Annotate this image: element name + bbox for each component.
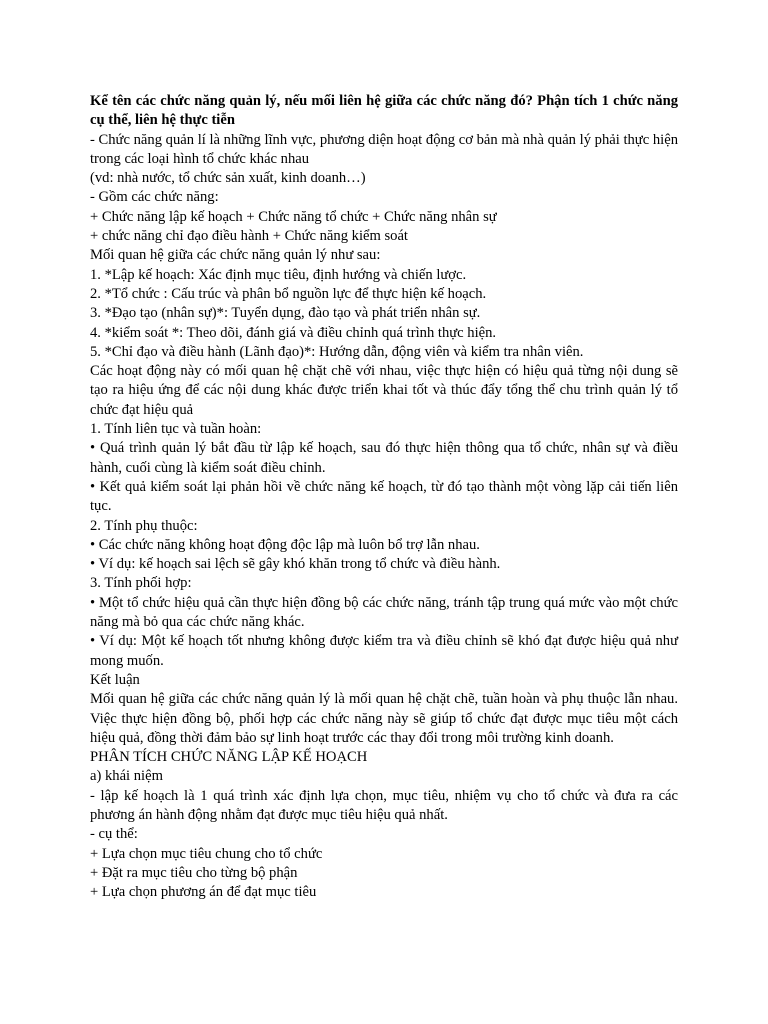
paragraph-12: Các hoạt động này có mối quan hệ chặt chẽ với nhau, việc thực hiện có hiệu quả từng nội dung sẽ tạo ra hiệu ứng để các nội dung khác được triển khai tốt và thúc đẩy tổng thể chu trình quản lý tổ chức đạt hiệu quả: [90, 363, 678, 418]
paragraph-20: • Một tổ chức hiệu quả cần thực hiện đồng bộ các chức năng, tránh tập trung quá mức vào một chức năng mà bỏ qua các chức năng khác.: [90, 594, 678, 631]
paragraph-25: a) khái niệm: [90, 768, 163, 785]
paragraph-22: Kết luận: [90, 671, 140, 688]
paragraph-3: - Gồm các chức năng:: [90, 189, 219, 206]
paragraph-19: 3. Tính phối hợp:: [90, 575, 192, 592]
paragraph-21: • Ví dụ: Một kế hoạch tốt nhưng không được kiểm tra và điều chỉnh sẽ khó đạt được hiệu quả như mong muốn.: [90, 633, 678, 669]
paragraph-7: 1. *Lập kế hoạch: Xác định mục tiêu, định hướng và chiến lược.: [90, 266, 467, 283]
paragraph-8: 2. *Tổ chức : Cấu trúc và phân bổ nguồn lực để thực hiện kế hoạch.: [90, 285, 487, 302]
paragraph-15: • Kết quả kiểm soát lại phản hồi về chức năng kế hoạch, từ đó tạo thành một vòng lặp cải tiến liên tục.: [90, 478, 678, 515]
paragraph-14: • Quá trình quản lý bắt đầu từ lập kế hoạch, sau đó thực hiện thông qua tổ chức, nhân sự và điều hành, cuối cùng là kiểm soát điều chỉnh.: [90, 440, 678, 476]
paragraph-9: 3. *Đạo tạo (nhân sự)*: Tuyển dụng, đào tạo và phát triển nhân sự.: [90, 305, 481, 322]
paragraph-13: 1. Tính liên tục và tuần hoàn:: [90, 421, 262, 438]
paragraph-27: - cụ thể:: [90, 826, 138, 843]
paragraph-11: 5. *Chỉ đạo và điều hành (Lãnh đạo)*: Hướng dẫn, động viên và kiểm tra nhân viên.: [90, 343, 584, 360]
paragraph-1: - Chức năng quản lí là những lĩnh vực, phương diện hoạt động cơ bản mà nhà quản lý phải thực hiện trong các loại hình tổ chức khác nhau: [90, 131, 678, 167]
paragraph-5: + chức năng chỉ đạo điều hành + Chức năng kiểm soát: [90, 228, 408, 245]
paragraph-26: - lập kế hoạch là 1 quá trình xác định lựa chọn, mục tiêu, nhiệm vụ cho tổ chức và đưa ra các phương án hành động nhằm đạt được mục tiêu hiệu quả nhất.: [90, 787, 678, 823]
document-page: [90, 92, 678, 902]
paragraph-4: + Chức năng lập kế hoạch + Chức năng tổ chức + Chức năng nhân sự: [90, 208, 497, 225]
paragraph-29: + Đặt ra mục tiêu cho từng bộ phận: [90, 864, 298, 881]
paragraph-28: + Lựa chọn mục tiêu chung cho tổ chức: [90, 845, 323, 862]
paragraph-10: 4. *kiểm soát *: Theo dõi, đánh giá và điều chỉnh quá trình thực hiện.: [90, 324, 497, 341]
document-title: Kể tên các chức năng quản lý, nếu mối liên hệ giữa các chức năng đó? Phận tích 1 chức năng cụ thể, liên hệ thực tiễn: [90, 93, 678, 129]
paragraph-18: • Ví dụ: kế hoạch sai lệch sẽ gây khó khăn trong tổ chức và điều hành.: [90, 556, 501, 573]
paragraph-16: 2. Tính phụ thuộc:: [90, 517, 198, 534]
paragraph-24: PHÂN TÍCH CHỨC NĂNG LẬP KẾ HOẠCH: [90, 749, 368, 766]
paragraph-17: • Các chức năng không hoạt động độc lập mà luôn bổ trợ lẫn nhau.: [90, 536, 480, 553]
paragraph-23: Mối quan hệ giữa các chức năng quản lý là mối quan hệ chặt chẽ, tuần hoàn và phụ thuộc lẫn nhau. Việc thực hiện đồng bộ, phối hợp các chức năng này sẽ giúp tổ chức đạt được mục tiêu một cách hiệu quả, đồng thời đảm bảo sự linh hoạt trước các thay đổi trong môi trường kinh doanh.: [90, 691, 678, 746]
paragraph-30: + Lựa chọn phương án để đạt mục tiêu: [90, 884, 317, 901]
paragraph-6: Mối quan hệ giữa các chức năng quản lý như sau:: [90, 247, 381, 264]
paragraph-2: (vd: nhà nước, tổ chức sản xuất, kinh doanh…): [90, 170, 366, 187]
